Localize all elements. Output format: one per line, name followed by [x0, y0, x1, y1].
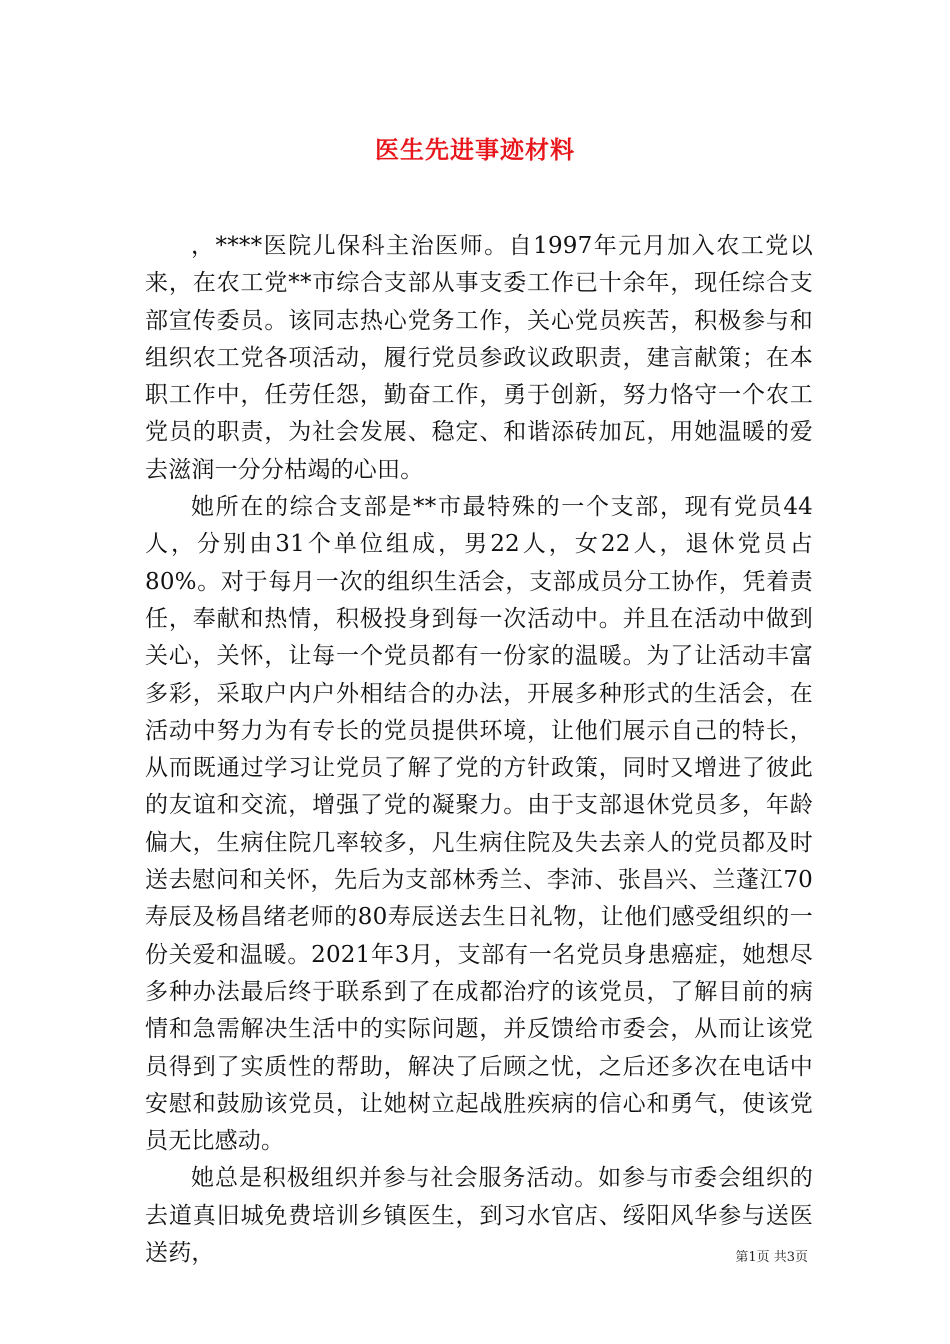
paragraph-3: 她总是积极组织并参与社会服务活动。如参与市委会组织的去道真旧城免费培训乡镇医生，到习水官店、绥阳风华参与送医送药， [145, 1165, 813, 1267]
document-body [145, 228, 813, 1272]
paragraph-1: ，****医院儿保科主治医师。自1997年元月加入农工党以来，在农工党**市综合支部从事支委工作已十余年，现任综合支部宣传委员。该同志热心党务工作，关心党员疾苦，积极参与和组织农工党各项活动，履行党员参政议政职责，建言献策；在本职工作中，任劳任怨，勤奋工作，勇于创新，努力恪守一个农工党员的职责，为社会发展、稳定、和谐添砖加瓦，用她温暖的爱去滋润一分分枯竭的心田。 [145, 233, 813, 483]
page-number-footer: 第1页 共3页 [735, 1250, 808, 1265]
document-title: 医生先进事迹材料 [375, 135, 575, 164]
paragraph-2: 她所在的综合支部是**市最特殊的一个支部，现有党员44人，分别由31个单位组成，男22人，女22人，退休党员占80%。对于每月一次的组织生活会，支部成员分工协作，凭着责任，奉献和热情，积极投身到每一次活动中。并且在活动中做到关心，关怀，让每一个党员都有一份家的温暖。为了让活动丰富多彩，采取户内户外相结合的办法，开展多种形式的生活会，在活动中努力为有专长的党员提供环境，让他们展示自己的特长，从而既通过学习让党员了解了党的方针政策，同时又增进了彼此的友谊和交流，增强了党的凝聚力。由于支部退休党员多，年龄偏大，生病住院几率较多，凡生病住院及失去亲人的党员都及时送去慰问和关怀，先后为支部林秀兰、李沛、张昌兴、兰蓬江70寿辰及杨昌绪老师的80寿辰送去生日礼物，让他们感受组织的一份关爱和温暖。2021年3月，支部有一名党员身患癌症，她想尽多种办法最后终于联系到了在成都治疗的该党员，了解目前的病情和急需解决生活中的实际问题，并反馈给市委会，从而让该党员得到了实质性的帮助，解决了后顾之忧，之后还多次在电话中安慰和鼓励该党员，让她树立起战胜疾病的信心和勇气，使该党员无比感动。 [145, 494, 813, 1155]
